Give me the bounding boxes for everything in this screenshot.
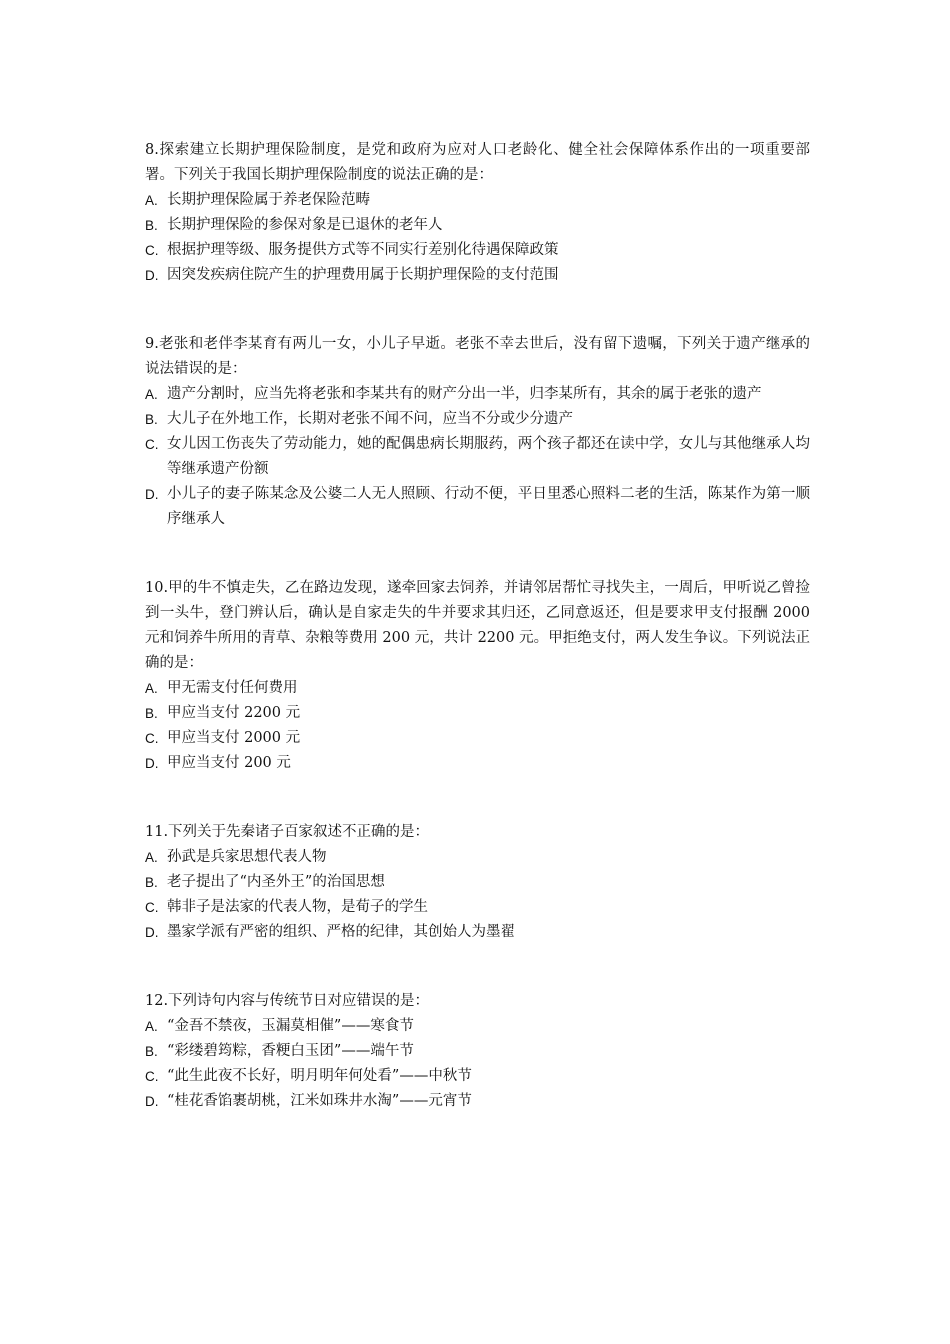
option-text: “彩缕碧筠粽，香粳白玉团”——端午节 [167,1043,414,1059]
option-letter: A. [145,387,158,402]
option-letter: D. [145,268,159,283]
option-a [145,845,810,870]
option-text: 甲应当支付 200 元 [167,755,291,771]
question-stem: 10.甲的牛不慎走失，乙在路边发现，遂牵回家去饲养，并请邻居帮忙寻找失主，一周后，甲听说乙曾捡到一头牛，登门辨认后，确认是自家走失的牛并要求其归还，乙同意返还，但是要求甲支付报酬 2000 元和饲养牛所用的青草、杂粮等费用 200 元，共计 2200 元。甲拒绝支付，两人发生争议。下列说法正确的是： [145,580,810,671]
option-text: 韩非子是法家的代表人物，是荀子的学生 [167,899,428,915]
option-text: 孙武是兵家思想代表人物 [167,849,327,865]
option-text: “金吾不禁夜，玉漏莫相催”——寒食节 [167,1018,414,1034]
option-a [145,676,810,701]
option-letter: A. [145,681,158,696]
option-text: 女儿因工伤丧失了劳动能力，她的配偶患病长期服药，两个孩子都还在读中学，女儿与其他继承人均等继承遗产份额 [167,436,810,477]
option-d [145,751,810,776]
option-text: 遗产分割时，应当先将老张和李某共有的财产分出一半，归李某所有，其余的属于老张的遗产 [167,386,762,402]
option-a [145,382,810,407]
option-letter: B. [145,1044,158,1059]
question-12 [145,989,810,1114]
option-letter: C. [145,243,159,258]
question-stem: 11.下列关于先秦诸子百家叙述不正确的是： [145,824,430,840]
question-9 [145,332,810,532]
option-d [145,1089,810,1114]
option-letter: A. [145,1019,158,1034]
option-letter: D. [145,925,159,940]
option-text: 老子提出了“内圣外王”的治国思想 [167,874,385,890]
option-a [145,188,810,213]
option-letter: A. [145,193,158,208]
option-letter: D. [145,756,159,771]
option-letter: C. [145,731,159,746]
option-c [145,726,810,751]
option-text: 长期护理保险属于养老保险范畴 [167,192,370,208]
option-b [145,701,810,726]
option-text: 甲应当支付 2000 元 [167,730,301,746]
option-text: “桂花香馅裹胡桃，江米如珠井水淘”——元宵节 [167,1093,472,1109]
option-text: 甲无需支付任何费用 [167,680,298,696]
option-c [145,238,810,263]
option-letter: C. [145,437,159,452]
option-b [145,870,810,895]
option-text: 大儿子在外地工作，长期对老张不闻不问，应当不分或少分遗产 [167,411,573,427]
option-letter: B. [145,218,158,233]
option-letter: C. [145,1069,159,1084]
option-text: 小儿子的妻子陈某念及公婆二人无人照顾、行动不便，平日里悉心照料二老的生活，陈某作为第一顺序继承人 [167,486,810,527]
option-letter: D. [145,1094,159,1109]
option-b [145,1039,810,1064]
question-stem: 9.老张和老伴李某育有两儿一女，小儿子早逝。老张不幸去世后，没有留下遗嘱，下列关于遗产继承的说法错误的是： [145,336,810,377]
option-d [145,482,810,532]
question-10 [145,576,810,776]
document-page [145,138,810,1114]
option-text: 因突发疾病住院产生的护理费用属于长期护理保险的支付范围 [167,267,559,283]
option-text: 根据护理等级、服务提供方式等不同实行差别化待遇保障政策 [167,242,559,258]
option-letter: A. [145,850,158,865]
option-text: 甲应当支付 2200 元 [167,705,301,721]
option-c [145,432,810,482]
option-letter: B. [145,412,158,427]
option-d [145,920,810,945]
question-stem: 12.下列诗句内容与传统节日对应错误的是： [145,993,430,1009]
option-d [145,263,810,288]
option-text: 墨家学派有严密的组织、严格的纪律，其创始人为墨翟 [167,924,515,940]
option-c [145,1064,810,1089]
option-b [145,407,810,432]
option-text: “此生此夜不长好，明月明年何处看”——中秋节 [167,1068,472,1084]
option-letter: B. [145,875,158,890]
question-11 [145,820,810,945]
option-text: 长期护理保险的参保对象是已退休的老年人 [167,217,443,233]
question-stem: 8.探索建立长期护理保险制度，是党和政府为应对人口老龄化、健全社会保障体系作出的一项重要部署。下列关于我国长期护理保险制度的说法正确的是： [145,142,810,183]
option-b [145,213,810,238]
question-8 [145,138,810,288]
option-letter: C. [145,900,159,915]
option-letter: D. [145,487,159,502]
option-a [145,1014,810,1039]
option-letter: B. [145,706,158,721]
option-c [145,895,810,920]
